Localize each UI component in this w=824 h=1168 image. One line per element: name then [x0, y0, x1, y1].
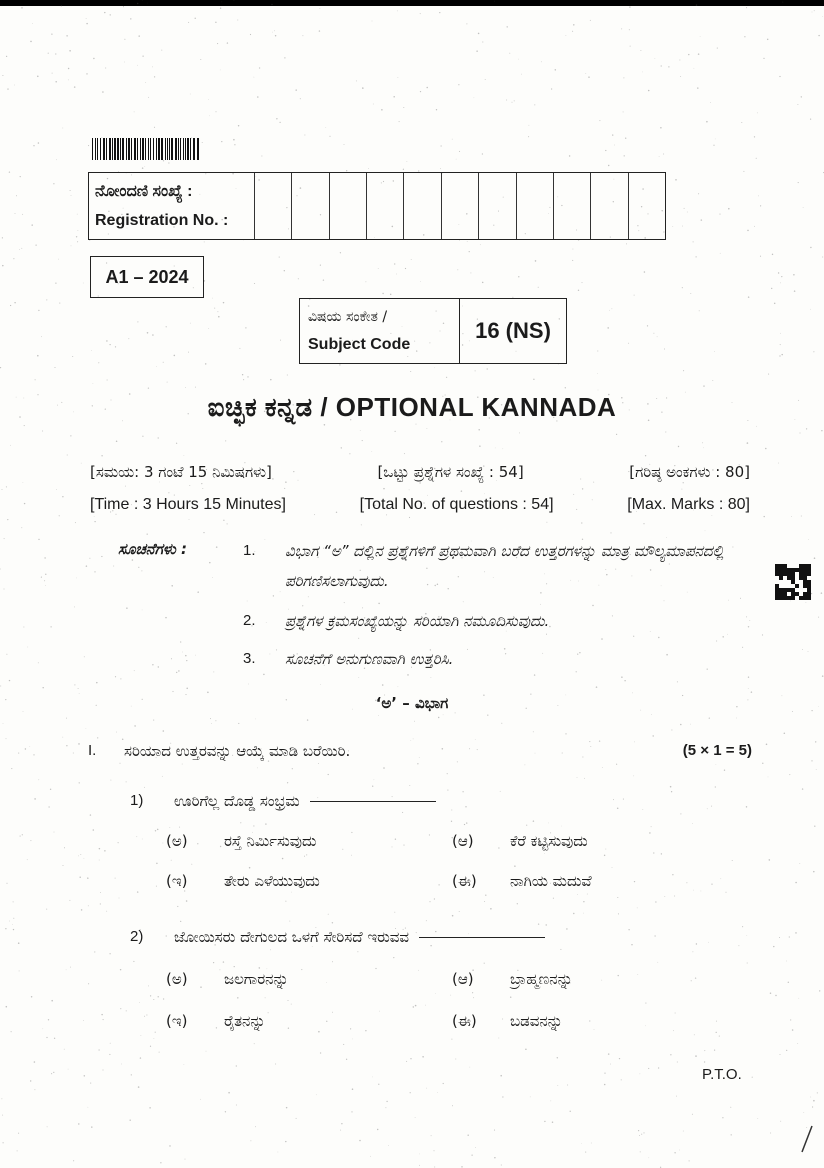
option-text: ಬಡವನನ್ನು: [510, 1012, 563, 1030]
questions-english: [Total No. of questions : 54]: [359, 496, 554, 513]
option-text: ರಸ್ತೆ ನಿರ್ಮಿಸುವುದು: [224, 832, 317, 850]
option-ii: [452, 1012, 563, 1030]
scan-top-border: [0, 0, 824, 6]
registration-digit-cell: [553, 173, 590, 239]
registration-digit-cell: [366, 173, 403, 239]
question-stem: ಊರಿಗೆಲ್ಲ ದೊಡ್ಡ ಸಂಭ್ರಮ: [174, 792, 300, 810]
option-text: ಜಲಗಾರನನ್ನು: [224, 970, 289, 988]
option-label: (ಆ): [452, 970, 474, 988]
option-text: ರೈತನನ್ನು: [224, 1012, 266, 1030]
option-label: (ಇ): [166, 872, 188, 890]
option-label: (ಇ): [166, 1012, 188, 1030]
page-footer-pto: P.T.O.: [702, 1066, 742, 1083]
instruction-text: ಸೂಚನೆಗೆ ಅನುಗುಣವಾಗಿ ಉತ್ತರಿಸಿ.: [285, 650, 454, 668]
option-a: [166, 832, 316, 850]
option-label: (ಅ): [166, 970, 188, 988]
registration-digit-cell: [478, 173, 515, 239]
option-a: [166, 970, 289, 988]
question-stem: ಜೋಯಿಸರು ದೇಗುಲದ ಒಳಗೆ ಸೇರಿಸದೆ ಇರುವವ: [174, 928, 410, 946]
time-english: [Time : 3 Hours 15 Minutes]: [90, 496, 286, 513]
question-group-marks: (5 × 1 = 5): [682, 742, 752, 759]
registration-digit-cell: [403, 173, 440, 239]
barcode-icon: [92, 138, 202, 160]
option-ii: [452, 872, 592, 890]
instruction-number: 3.: [243, 650, 256, 667]
question-number: 1): [130, 792, 144, 809]
option-label: (ಅ): [166, 832, 188, 850]
registration-digit-cell: [516, 173, 553, 239]
instruction-text: ವಿಭಾಗ “ಅ” ದಲ್ಲಿನ ಪ್ರಶ್ನೆಗಳಿಗೆ ಪ್ರಥಮವಾಗಿ ಬರೆದ ಉತ್ತರಗಳನ್ನು ಮಾತ್ರ ಮೌಲ್ಯಮಾಪನದಲ್ಲಿ ಪರಿಗಣಿಸಲಾಗುವುದು.: [285, 542, 724, 590]
instruction-number: 2.: [243, 612, 256, 629]
registration-digit-cell: [291, 173, 328, 239]
option-label: (ಈ): [452, 872, 477, 890]
registration-digit-cell: [329, 173, 366, 239]
instructions-label: ಸೂಚನೆಗಳು :: [118, 540, 187, 558]
question-group-number: I.: [88, 742, 97, 759]
paper-title: ಐಚ್ಛಿಕ ಕನ್ನಡ / OPTIONAL KANNADA: [207, 392, 617, 422]
instruction-text: ಪ್ರಶ್ನೆಗಳ ಕ್ರಮಸಂಖ್ಯೆಯನ್ನು ಸರಿಯಾಗಿ ನಮೂದಿಸುವುದು.: [285, 612, 550, 630]
qr-code-icon: [775, 564, 811, 600]
option-aa: [452, 832, 588, 850]
option-i: [166, 872, 320, 890]
question-number: 2): [130, 928, 144, 945]
option-label: (ಆ): [452, 832, 474, 850]
registration-digit-cell: [590, 173, 627, 239]
subject-code-value: 16 (NS): [475, 318, 551, 343]
option-text: ಕೆರೆ ಕಟ್ಟಿಸುವುದು: [510, 832, 588, 850]
instruction-number: 1.: [243, 542, 256, 559]
registration-digit-cell: [255, 173, 291, 239]
registration-digit-cell: [441, 173, 478, 239]
subject-label-kannada: ವಿಷಯ ಸಂಕೇತ /: [308, 308, 388, 325]
marks-kannada: [ಗರಿಷ್ಠ ಅಂಕಗಳು : 80]: [629, 463, 750, 481]
answer-blank: [310, 801, 436, 802]
meta-row-kannada: [90, 463, 750, 481]
marks-english: [Max. Marks : 80]: [627, 496, 750, 513]
registration-digit-cell: [628, 173, 665, 239]
option-text: ಬ್ರಾಹ್ಮಣನನ್ನು: [510, 970, 573, 988]
questions-kannada: [ಒಟ್ಟು ಪ್ರಶ್ನೆಗಳ ಸಂಖ್ಯೆ : 54]: [377, 463, 524, 481]
section-heading: ‘ಅ’ – ವಿಭಾಗ: [375, 694, 449, 712]
option-aa: [452, 970, 573, 988]
registration-box: [88, 172, 666, 240]
subject-label-english: Subject Code: [308, 335, 411, 353]
option-i: [166, 1012, 266, 1030]
registration-label-kannada: ನೋಂದಣಿ ಸಂಖ್ಯೆ :: [95, 182, 193, 200]
option-text: ನಾಗಿಯ ಮದುವೆ: [510, 872, 592, 890]
time-kannada: [ಸಮಯ: 3 ಗಂಟೆ 15 ನಿಮಿಷಗಳು]: [90, 463, 272, 481]
meta-row-english: [90, 496, 750, 514]
question-group-instruction: ಸರಿಯಾದ ಉತ್ತರವನ್ನು ಆಯ್ಕೆ ಮಾಡಿ ಬರೆಯಿರಿ.: [124, 742, 351, 760]
answer-blank: [419, 937, 545, 938]
exam-code: A1 – 2024: [90, 256, 204, 298]
subject-code-box: [299, 298, 567, 364]
option-label: (ಈ): [452, 1012, 477, 1030]
option-text: ತೇರು ಎಳೆಯುವುದು: [224, 872, 320, 890]
registration-label-english: Registration No. :: [95, 211, 229, 229]
corner-mark-icon: [800, 1124, 814, 1154]
